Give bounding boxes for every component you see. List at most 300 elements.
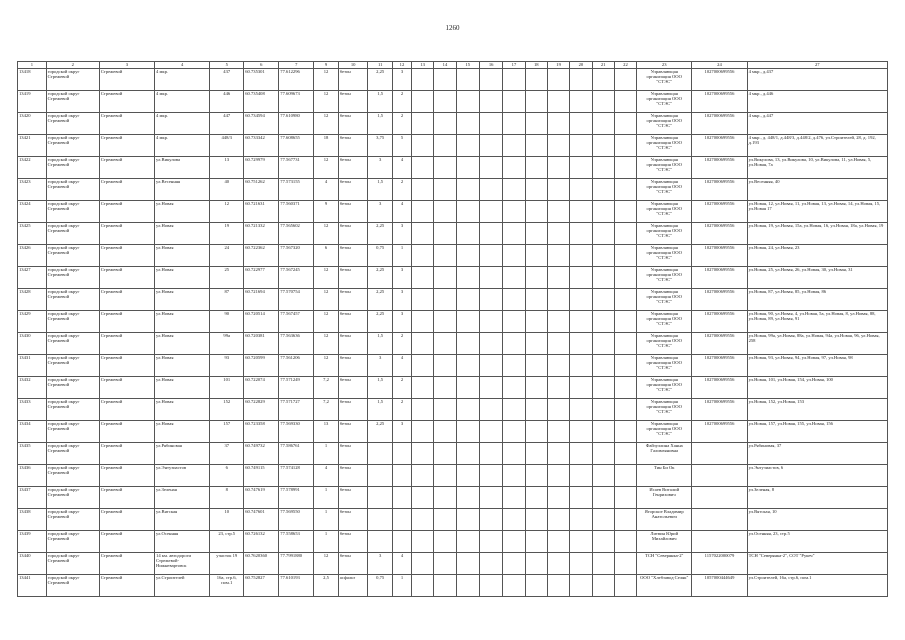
table-cell: 1057000444649: [692, 575, 747, 597]
table-cell: [525, 487, 547, 509]
table-cell: 77.573155: [279, 179, 314, 201]
table-cell: [547, 399, 569, 421]
table-cell: [547, 267, 569, 289]
table-cell: [570, 553, 592, 575]
table-cell: [503, 289, 525, 311]
table-cell: [570, 399, 592, 421]
table-cell: [547, 245, 569, 267]
table-cell: городской округ Стрежевой: [46, 355, 99, 377]
table-cell: [434, 377, 456, 399]
table-cell: 77.574128: [279, 465, 314, 487]
table-cell: 77.569330: [279, 421, 314, 443]
table-cell: Управляющая организация ООО "СТЭС": [637, 333, 692, 355]
table-cell: [592, 399, 614, 421]
table-cell: ул.Новая, 24, ул.Новая, 23: [747, 245, 887, 267]
table-cell: ул.Новая: [155, 267, 210, 289]
table-cell: [434, 69, 456, 91]
table-cell: [456, 443, 479, 465]
table-cell: [614, 421, 636, 443]
table-cell: Стрежевой: [99, 575, 154, 597]
table-cell: [570, 113, 592, 135]
table-cell: 1027000699556: [692, 421, 747, 443]
table-cell: 13418: [18, 69, 47, 91]
table-cell: [503, 201, 525, 223]
table-cell: ул.Викулова: [155, 157, 210, 179]
table-cell: 4 мкр., д.437: [747, 69, 887, 91]
table-cell: асфальт: [338, 575, 368, 597]
column-header: 9: [314, 62, 338, 69]
column-header: 19: [547, 62, 569, 69]
table-cell: 18: [314, 135, 338, 157]
table-cell: [456, 135, 479, 157]
table-cell: Стрежевой: [99, 223, 154, 245]
table-cell: 1027000699556: [692, 223, 747, 245]
table-cell: 2: [392, 113, 411, 135]
table-cell: 1,5: [368, 399, 392, 421]
column-header: 13: [412, 62, 434, 69]
table-cell: 4: [392, 157, 411, 179]
table-cell: [479, 267, 502, 289]
table-cell: городской округ Стрежевой: [46, 135, 99, 157]
table-cell: 0,75: [368, 575, 392, 597]
table-cell: 3: [368, 157, 392, 179]
table-row: [18, 377, 888, 399]
table-cell: 77.570754: [279, 289, 314, 311]
table-cell: [525, 135, 547, 157]
table-cell: 13: [314, 421, 338, 443]
table-cell: 60.752827: [244, 575, 279, 597]
table-cell: 60.720381: [244, 333, 279, 355]
table-cell: 77.569550: [279, 509, 314, 531]
table-cell: городской округ Стрежевой: [46, 267, 99, 289]
table-cell: Стрежевой: [99, 509, 154, 531]
table-cell: Стрежевой: [99, 113, 154, 135]
table-cell: [547, 487, 569, 509]
table-cell: участок 19: [210, 553, 244, 575]
table-cell: городской округ Стрежевой: [46, 311, 99, 333]
table-cell: [479, 465, 502, 487]
table-cell: 4 мкр., д.447: [747, 113, 887, 135]
table-cell: 6: [314, 245, 338, 267]
table-cell: [456, 421, 479, 443]
table-cell: 77.561206: [279, 355, 314, 377]
table-cell: [547, 553, 569, 575]
table-cell: 1027000699556: [692, 399, 747, 421]
table-cell: [570, 91, 592, 113]
table-cell: 101: [210, 377, 244, 399]
table-cell: бетон: [338, 201, 368, 223]
table-cell: ул.Вятская: [155, 509, 210, 531]
table-cell: [412, 553, 434, 575]
table-cell: 13436: [18, 465, 47, 487]
table-cell: городской округ Стрежевой: [46, 575, 99, 597]
table-cell: Управляющая организация ООО "СТЭС": [637, 399, 692, 421]
table-cell: городской округ Стрежевой: [46, 201, 99, 223]
table-cell: [525, 575, 547, 597]
table-cell: [479, 201, 502, 223]
table-row: [18, 443, 888, 465]
table-cell: [570, 157, 592, 179]
table-cell: [592, 311, 614, 333]
table-cell: Управляющая организация ООО "СТЭС": [637, 91, 692, 113]
table-cell: 1: [314, 487, 338, 509]
table-cell: Управляющая организация ООО "СТЭС": [637, 311, 692, 333]
table-cell: 12: [314, 311, 338, 333]
table-cell: ул.Новая: [155, 421, 210, 443]
table-cell: 60.734594: [244, 113, 279, 135]
table-cell: [547, 113, 569, 135]
table-cell: 7,2: [314, 377, 338, 399]
table-cell: [503, 311, 525, 333]
table-cell: 12: [210, 201, 244, 223]
table-cell: 12: [314, 355, 338, 377]
table-cell: [570, 509, 592, 531]
column-header: 24: [692, 62, 747, 69]
table-cell: Тин Би Ок: [637, 465, 692, 487]
column-header: 18: [525, 62, 547, 69]
table-cell: 77.567731: [279, 157, 314, 179]
table-cell: Стрежевой: [99, 487, 154, 509]
table-row: [18, 575, 888, 597]
table-cell: [434, 267, 456, 289]
table-cell: 4 мкр., д.446: [747, 91, 887, 113]
table-cell: [525, 443, 547, 465]
table-cell: [592, 443, 614, 465]
table-cell: ул.Рябиновая, 37: [747, 443, 887, 465]
table-cell: ул.Новая: [155, 289, 210, 311]
table-cell: [570, 267, 592, 289]
table-cell: [592, 113, 614, 135]
table-cell: Управляющая организация ООО "СТЭС": [637, 69, 692, 91]
table-cell: [434, 245, 456, 267]
table-cell: [570, 355, 592, 377]
table-cell: [434, 443, 456, 465]
table-cell: [525, 531, 547, 553]
table-cell: 12: [314, 91, 338, 113]
table-row: [18, 553, 888, 575]
table-cell: [592, 91, 614, 113]
table-cell: [434, 157, 456, 179]
table-cell: ул.Викулова, 13, ул.Викулова, 10, ул.Викулова, 11, ул.Новая, 5, ул.Новая, 7а: [747, 157, 887, 179]
table-cell: 13426: [18, 245, 47, 267]
table-cell: 60.721332: [244, 223, 279, 245]
table-cell: [412, 223, 434, 245]
table-cell: городской округ Стрежевой: [46, 223, 99, 245]
table-cell: [503, 69, 525, 91]
table-cell: ул.Энтузиастов, 6: [747, 465, 887, 487]
table-cell: ул.Строителей: [155, 575, 210, 597]
table-cell: 13423: [18, 179, 47, 201]
table-cell: [525, 465, 547, 487]
table-cell: городской округ Стрежевой: [46, 465, 99, 487]
table-cell: [614, 355, 636, 377]
table-cell: 3: [392, 267, 411, 289]
table-cell: [456, 355, 479, 377]
table-cell: 77.578991: [279, 487, 314, 509]
table-cell: бетон: [338, 311, 368, 333]
table-cell: 60.721694: [244, 289, 279, 311]
table-cell: [614, 311, 636, 333]
table-cell: 77.567320: [279, 245, 314, 267]
table-cell: 13431: [18, 355, 47, 377]
table-cell: [570, 421, 592, 443]
table-cell: бетон: [338, 223, 368, 245]
table-cell: [479, 333, 502, 355]
table-cell: [692, 531, 747, 553]
table-cell: [570, 201, 592, 223]
table-cell: 60.722074: [244, 377, 279, 399]
table-cell: [547, 377, 569, 399]
table-cell: 13419: [18, 91, 47, 113]
table-cell: [614, 135, 636, 157]
table-cell: бетон: [338, 69, 368, 91]
table-cell: 13421: [18, 135, 47, 157]
table-cell: [547, 333, 569, 355]
table-cell: 2,5: [314, 575, 338, 597]
table-cell: [525, 311, 547, 333]
table-cell: Стрежевой: [99, 245, 154, 267]
table-cell: городской округ Стрежевой: [46, 69, 99, 91]
column-header: 3: [99, 62, 154, 69]
table-cell: [525, 421, 547, 443]
table-cell: [614, 465, 636, 487]
table-cell: [434, 91, 456, 113]
table-cell: Стрежевой: [99, 421, 154, 443]
table-cell: бетон: [338, 113, 368, 135]
table-cell: [479, 553, 502, 575]
table-cell: 10: [210, 509, 244, 531]
table-cell: бетон: [338, 465, 368, 487]
table-cell: [503, 399, 525, 421]
table-cell: 3: [392, 289, 411, 311]
table-cell: [434, 179, 456, 201]
table-cell: ул.Энтузиастов: [155, 465, 210, 487]
table-cell: 3: [392, 311, 411, 333]
table-cell: 1027000699556: [692, 157, 747, 179]
table-cell: 2: [392, 91, 411, 113]
table-cell: [503, 91, 525, 113]
table-cell: 12: [314, 157, 338, 179]
table-cell: ООО "Хлебзавод Селяк": [637, 575, 692, 597]
table-cell: 77.608655: [279, 135, 314, 157]
table-cell: [368, 487, 392, 509]
table-cell: городской округ Стрежевой: [46, 179, 99, 201]
table-cell: [479, 311, 502, 333]
table-cell: [503, 245, 525, 267]
table-cell: [614, 553, 636, 575]
table-cell: ул.Новая: [155, 201, 210, 223]
table-cell: Исаев Виталий Генрихович: [637, 487, 692, 509]
table-cell: Файзуллина Ханна Галимзяновна: [637, 443, 692, 465]
table-cell: [412, 487, 434, 509]
table-cell: Управляющая организация ООО "СТЭС": [637, 289, 692, 311]
table-cell: [479, 91, 502, 113]
table-cell: бетон: [338, 245, 368, 267]
table-cell: ул.Новая, 157, ул.Новая, 155, ул.Новая, 156: [747, 421, 887, 443]
table-cell: [412, 399, 434, 421]
table-cell: [614, 201, 636, 223]
table-cell: 77.571727: [279, 399, 314, 421]
table-cell: [456, 531, 479, 553]
table-cell: 25: [210, 267, 244, 289]
table-cell: бетон: [338, 531, 368, 553]
table-cell: [412, 377, 434, 399]
table-cell: 12: [314, 223, 338, 245]
table-cell: 1,5: [368, 113, 392, 135]
table-cell: [479, 399, 502, 421]
table-cell: 3: [392, 69, 411, 91]
table-cell: городской округ Стрежевой: [46, 113, 99, 135]
table-cell: ул.Зеленая, 8: [747, 487, 887, 509]
table-cell: 2,25: [368, 69, 392, 91]
table-cell: [592, 509, 614, 531]
table-cell: [434, 465, 456, 487]
column-header: 16: [479, 62, 502, 69]
table-cell: [412, 179, 434, 201]
table-cell: [592, 135, 614, 157]
table-cell: 157: [210, 421, 244, 443]
table-cell: [570, 69, 592, 91]
table-row: [18, 267, 888, 289]
table-cell: [434, 399, 456, 421]
table-cell: [412, 201, 434, 223]
table-cell: ул.Рябиновая: [155, 443, 210, 465]
table-cell: 1: [314, 531, 338, 553]
table-cell: [503, 575, 525, 597]
table-cell: 4 мкр., д. 448/1, д.448/3, д.448/2, д.476, ул.Строителей, 28, д. 192, д.193: [747, 135, 887, 157]
table-cell: 12: [314, 553, 338, 575]
table-cell: 3: [368, 355, 392, 377]
table-cell: 1: [314, 509, 338, 531]
table-cell: бетон: [338, 553, 368, 575]
table-cell: 4: [314, 179, 338, 201]
table-cell: 13437: [18, 487, 47, 509]
column-header: 5: [210, 62, 244, 69]
table-cell: 13424: [18, 201, 47, 223]
table-cell: [503, 553, 525, 575]
table-cell: 60.722977: [244, 267, 279, 289]
column-header: 6: [244, 62, 279, 69]
table-cell: [434, 553, 456, 575]
table-cell: 4 мкр.: [155, 113, 210, 135]
table-cell: бетон: [338, 355, 368, 377]
table-cell: бетон: [338, 333, 368, 355]
table-cell: [434, 355, 456, 377]
table-cell: 2,25: [368, 421, 392, 443]
table-cell: бетон: [338, 289, 368, 311]
table-cell: [412, 509, 434, 531]
table-cell: ул.Новая: [155, 399, 210, 421]
column-header: 12: [392, 62, 411, 69]
table-cell: Управляющая организация ООО "СТЭС": [637, 245, 692, 267]
column-header: 23: [637, 62, 692, 69]
table-cell: [392, 487, 411, 509]
table-cell: [614, 157, 636, 179]
table-cell: 60.726132: [244, 531, 279, 553]
table-cell: [412, 245, 434, 267]
table-cell: 60.733342: [244, 135, 279, 157]
table-cell: [525, 399, 547, 421]
table-cell: 77.586761: [279, 443, 314, 465]
table-cell: бетон: [338, 267, 368, 289]
table-cell: [392, 443, 411, 465]
table-cell: [368, 531, 392, 553]
table-cell: [479, 487, 502, 509]
table-cell: Стрежевой: [99, 179, 154, 201]
table-cell: 1027000699556: [692, 355, 747, 377]
table-cell: [456, 69, 479, 91]
table-cell: [570, 289, 592, 311]
table-cell: [525, 289, 547, 311]
table-cell: [525, 509, 547, 531]
table-cell: [525, 377, 547, 399]
column-header: 17: [503, 62, 525, 69]
table-cell: [503, 223, 525, 245]
table-cell: [692, 487, 747, 509]
table-cell: 1157022000079: [692, 553, 747, 575]
table-cell: [614, 223, 636, 245]
table-row: [18, 245, 888, 267]
table-cell: 1027000699556: [692, 333, 747, 355]
table-row: [18, 201, 888, 223]
table-cell: 37: [210, 443, 244, 465]
table-cell: бетон: [338, 509, 368, 531]
table-cell: [456, 465, 479, 487]
table-cell: 1,5: [368, 333, 392, 355]
table-cell: 2,25: [368, 267, 392, 289]
table-cell: 16а, стр.6, пом.1: [210, 575, 244, 597]
table-cell: 99а: [210, 333, 244, 355]
table-cell: [547, 201, 569, 223]
table-cell: Стрежевой: [99, 355, 154, 377]
table-cell: 1027000699556: [692, 69, 747, 91]
table-cell: 13438: [18, 509, 47, 531]
table-cell: [456, 91, 479, 113]
table-cell: [614, 245, 636, 267]
table-cell: [412, 333, 434, 355]
table-cell: Управляющая организация ООО "СТЭС": [637, 135, 692, 157]
table-cell: 4: [314, 465, 338, 487]
table-cell: [479, 113, 502, 135]
table-cell: 1,5: [368, 377, 392, 399]
table-cell: [412, 69, 434, 91]
table-cell: бетон: [338, 179, 368, 201]
table-row: [18, 289, 888, 311]
table-cell: [570, 377, 592, 399]
table-cell: бетон: [338, 91, 368, 113]
table-cell: 2,25: [368, 223, 392, 245]
table-cell: [503, 267, 525, 289]
table-cell: [592, 245, 614, 267]
table-cell: [547, 443, 569, 465]
table-cell: 77.609673: [279, 91, 314, 113]
table-cell: [614, 487, 636, 509]
table-cell: 1027000699556: [692, 311, 747, 333]
table-cell: [503, 421, 525, 443]
table-cell: [456, 509, 479, 531]
table-cell: [592, 179, 614, 201]
table-row: [18, 113, 888, 135]
table-cell: 13432: [18, 377, 47, 399]
table-cell: 13430: [18, 333, 47, 355]
table-cell: [547, 223, 569, 245]
table-cell: [368, 465, 392, 487]
table-cell: [392, 531, 411, 553]
table-cell: [525, 157, 547, 179]
table-cell: [456, 377, 479, 399]
table-cell: 448/3: [210, 135, 244, 157]
table-cell: [592, 267, 614, 289]
